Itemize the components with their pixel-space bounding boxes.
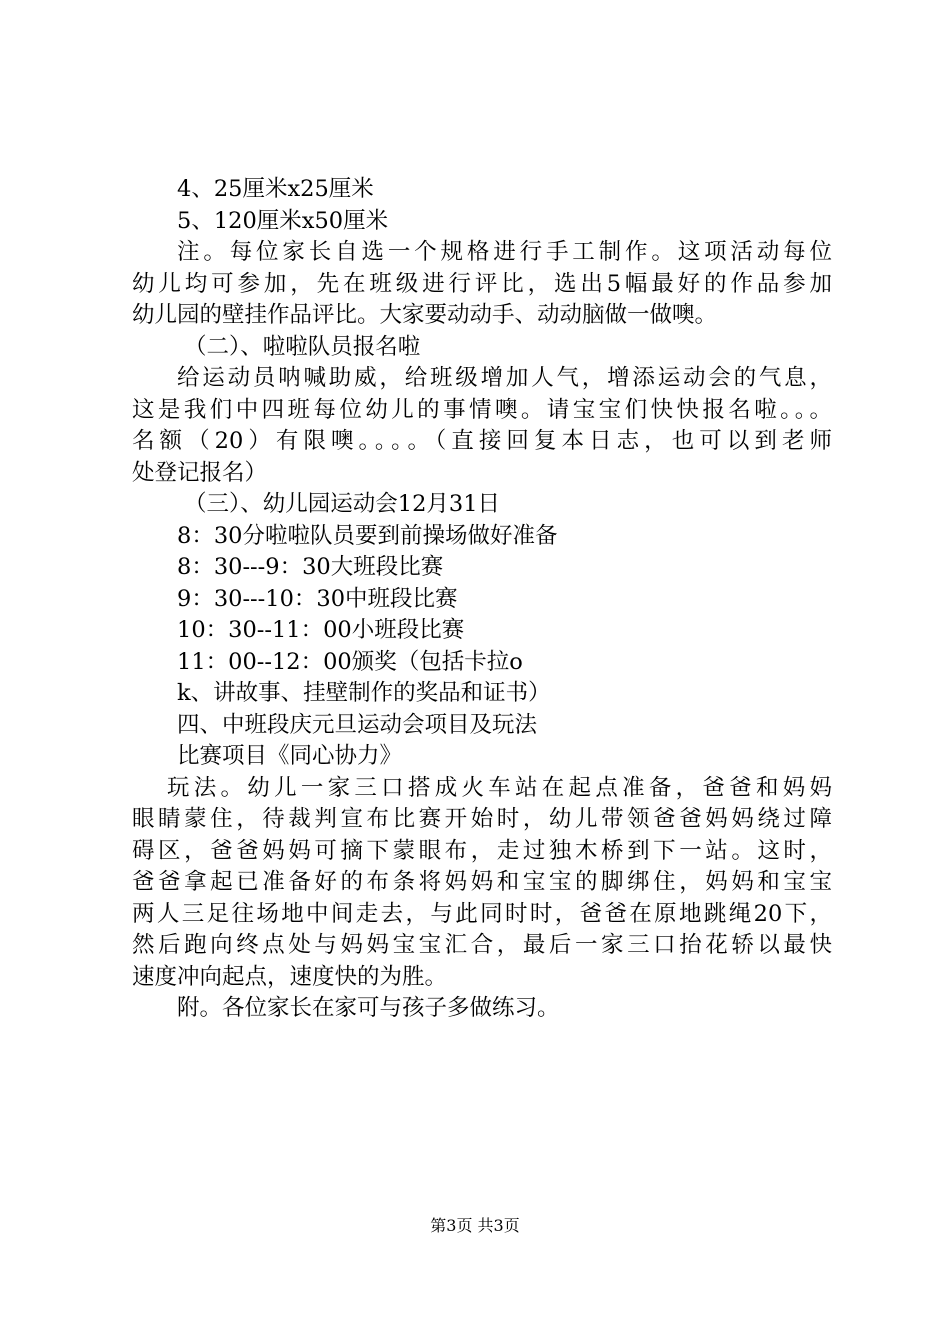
document-line: 速度冲向起点，速度快的为胜。: [132, 963, 448, 990]
document-line: 两人三足往场地中间走去，与此同时时，爸爸在原地跳绳20下，: [132, 900, 832, 927]
document-line: 注。每位家长自选一个规格进行手工制作。这项活动每位: [177, 239, 832, 265]
document-line: 眼睛蒙住，待裁判宣布比赛开始时，幼儿带领爸爸妈妈绕过障: [132, 806, 832, 832]
document-line: 4、25厘米x25厘米: [177, 176, 374, 202]
document-line: 比赛项目《同心协力》: [177, 743, 403, 769]
document-line: 然后跑向终点处与妈妈宝宝汇合，最后一家三口抬花轿以最快: [132, 932, 832, 958]
document-line: 名额（20）有限噢。。。。（直接回复本日志，也可以到老师: [132, 428, 832, 454]
document-line: 碍区，爸爸妈妈可摘下蒙眼布，走过独木桥到下一站。这时，: [132, 837, 832, 864]
document-line: 10：30--11：00小班段比赛: [177, 617, 465, 643]
document-line: 幼儿均可参加，先在班级进行评比，选出5幅最好的作品参加: [132, 270, 832, 297]
document-line: 玩法。幼儿一家三口搭成火车站在起点准备，爸爸和妈妈: [167, 774, 832, 801]
document-line: 爸爸拿起已准备好的布条将妈妈和宝宝的脚绑住，妈妈和宝宝: [132, 869, 832, 895]
page-footer: 第3页 共3页: [430, 1216, 520, 1235]
document-line: 5、120厘米x50厘米: [177, 207, 389, 234]
document-line: 9：30---10：30中班段比赛: [177, 585, 458, 612]
document-line: 幼儿园的壁挂作品评比。大家要动动手、动动脑做一做噢。: [132, 302, 718, 328]
document-line: 四、中班段庆元旦运动会项目及玩法: [177, 711, 538, 738]
document-line: （二）、啦啦队员报名啦: [184, 333, 421, 360]
document-line: k、讲故事、挂壁制作的奖品和证书）: [177, 680, 551, 706]
document-line: 8：30分啦啦队员要到前操场做好准备: [177, 522, 558, 549]
document-line: 给运动员呐喊助威，给班级增加人气，增添运动会的气息，: [177, 365, 832, 391]
document-body: [132, 174, 832, 1025]
document-line: 处登记报名）: [132, 459, 268, 486]
document-line: （三）、幼儿园运动会12月31日: [184, 491, 501, 517]
document-line: 11：00--12：00颁奖（包括卡拉o: [177, 648, 523, 675]
document-line: 8：30---9：30大班段比赛: [177, 554, 444, 580]
document-line: 这是我们中四班每位幼儿的事情噢。请宝宝们快快报名啦。。。: [132, 396, 832, 423]
document-line: 附。各位家长在家可与孩子多做练习。: [177, 995, 560, 1021]
